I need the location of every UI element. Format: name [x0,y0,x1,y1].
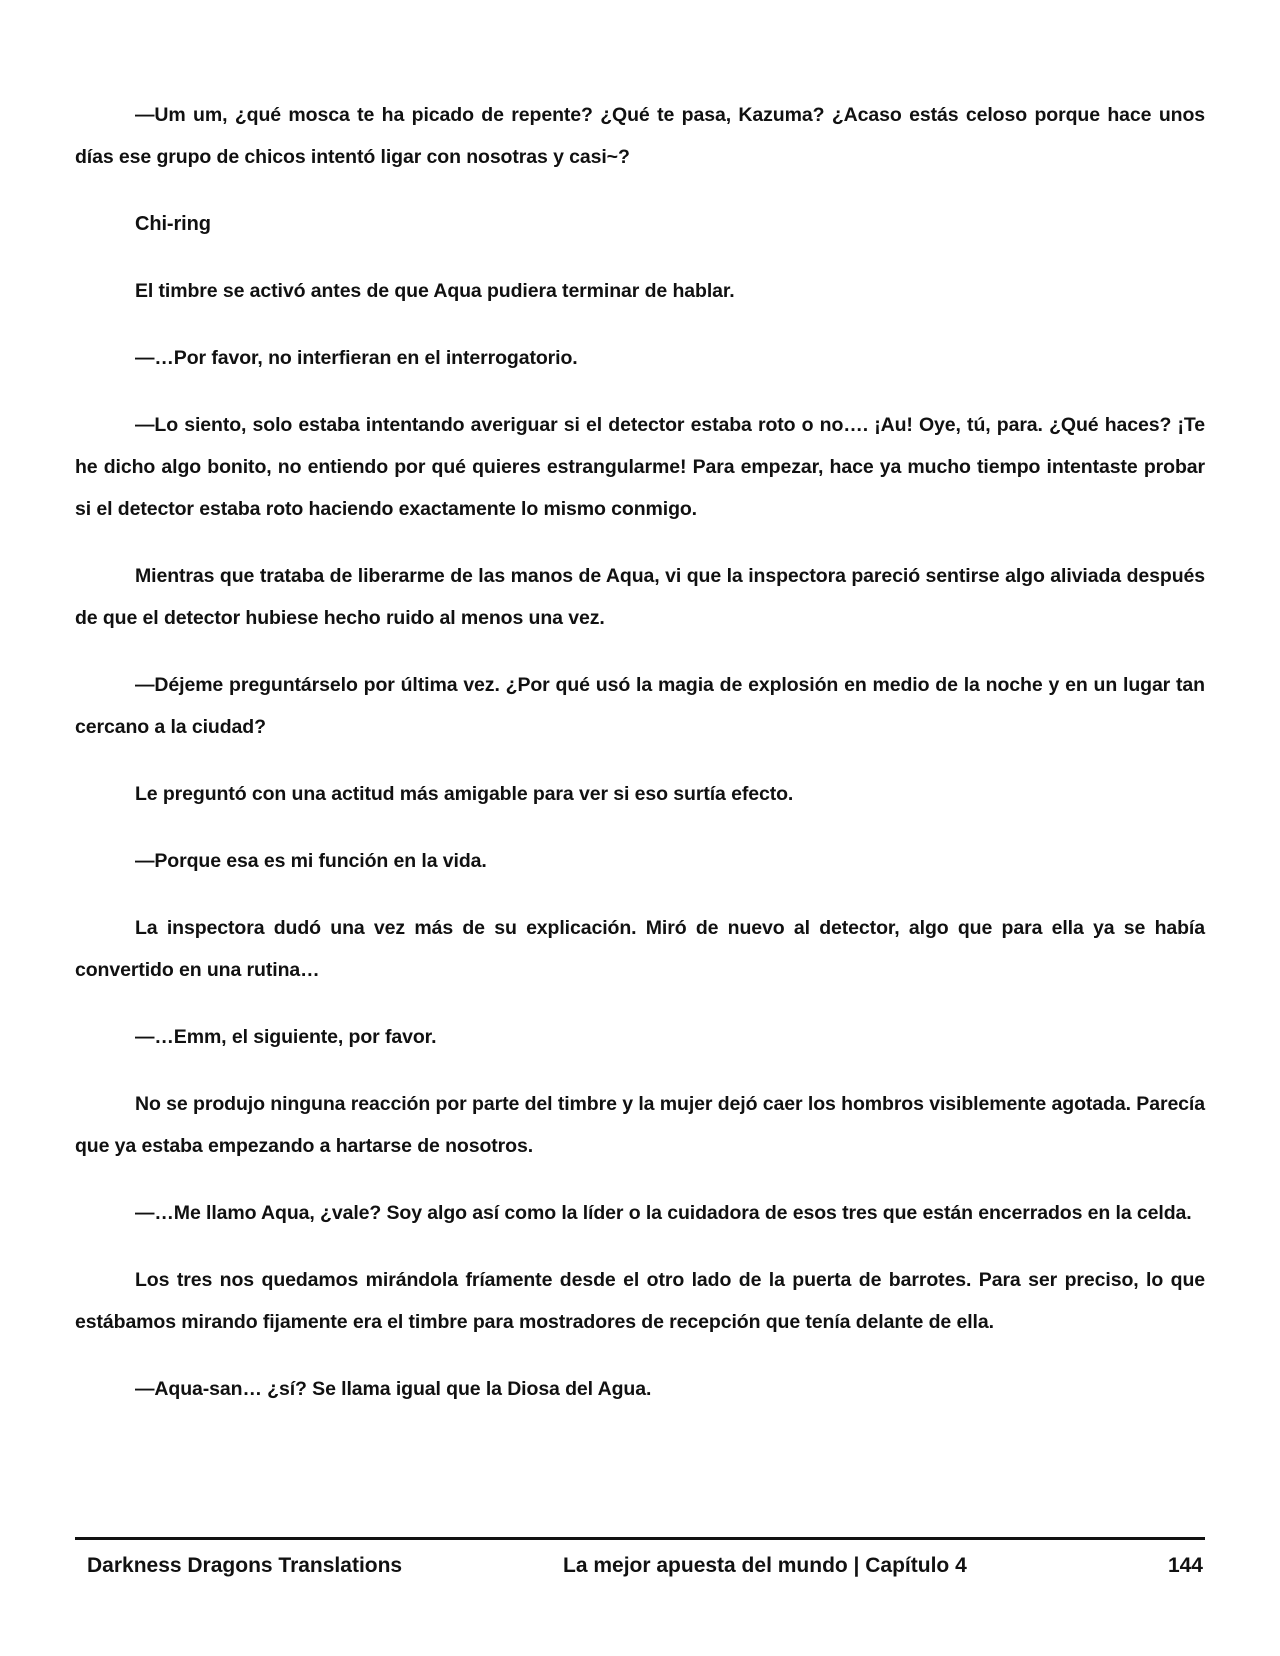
footer-chapter-title: La mejor apuesta del mundo | Capítulo 4 [563,1554,967,1577]
paragraph: —…Por favor, no interfieran en el interrogatorio. [135,347,578,369]
paragraph: —Lo siento, solo estaba intentando averiguar si el detector estaba roto o no…. ¡Au! Oye, tú, para. ¿Qué haces? ¡Te he dicho algo bonito, no entiendo por qué quieres estrangularme! Para empezar, hace ya mucho tiempo intentaste probar si el detector estaba roto haciendo exactamente lo mismo conmigo. [75,414,1205,520]
paragraph: —Um um, ¿qué mosca te ha picado de repente? ¿Qué te pasa, Kazuma? ¿Acaso estás celoso porque hace unos días ese grupo de chicos intentó ligar con nosotras y casi~? [75,104,1205,168]
paragraph: Mientras que trataba de liberarme de las manos de Aqua, vi que la inspectora pareció sentirse algo aliviada después de que el detector hubiese hecho ruido al menos una vez. [75,565,1205,629]
paragraph: —Aqua-san… ¿sí? Se llama igual que la Diosa del Agua. [135,1378,652,1400]
page-number: 144 [1167,1554,1203,1577]
paragraph: Los tres nos quedamos mirándola fríamente desde el otro lado de la puerta de barrotes. Para ser preciso, lo que estábamos mirando fijamente era el timbre para mostradores de recepción que tenía delante de ella. [75,1269,1205,1333]
paragraph: —…Me llamo Aqua, ¿vale? Soy algo así como la líder o la cuidadora de esos tres que están encerrados en la celda. [135,1202,1192,1224]
page-body [75,94,1205,1435]
sound-effect-line: Chi-ring [135,213,211,235]
paragraph: Le preguntó con una actitud más amigable para ver si eso surtía efecto. [135,783,794,805]
paragraph: El timbre se activó antes de que Aqua pudiera terminar de hablar. [135,280,735,302]
paragraph: —Porque esa es mi función en la vida. [135,850,487,872]
page-footer [75,1548,1205,1584]
footer-translator-credit: Darkness Dragons Translations [87,1554,403,1577]
paragraph: —Déjeme preguntárselo por última vez. ¿Por qué usó la magia de explosión en medio de la noche y en un lugar tan cercano a la ciudad? [75,674,1205,738]
paragraph: No se produjo ninguna reacción por parte del timbre y la mujer dejó caer los hombros visiblemente agotada. Parecía que ya estaba empezando a hartarse de nosotros. [75,1093,1205,1157]
paragraph: —…Emm, el siguiente, por favor. [135,1026,437,1048]
paragraph: La inspectora dudó una vez más de su explicación. Miró de nuevo al detector, algo que para ella ya se había convertido en una rutina… [75,917,1205,981]
footer-divider [75,1537,1205,1540]
